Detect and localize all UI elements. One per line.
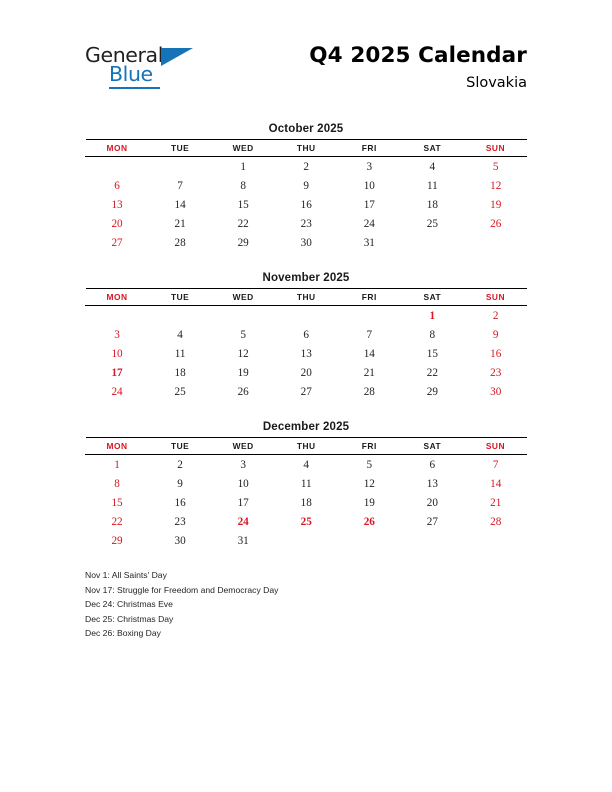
day-cell-holiday: 26 (363, 515, 375, 528)
day-cell: 13 (111, 198, 123, 211)
day-cell: 13 (426, 477, 438, 490)
day-cell: 3 (366, 160, 373, 173)
page-header (85, 44, 527, 106)
day-cell: 6 (303, 328, 310, 341)
week-row (86, 382, 528, 401)
day-cell: 24 (111, 385, 123, 398)
day-cell: 27 (111, 236, 123, 249)
day-cell: 18 (300, 496, 312, 509)
month-title: October 2025 (268, 123, 344, 135)
day-cell: 24 (363, 217, 375, 230)
month-grid (85, 288, 527, 401)
month-block-december (85, 421, 527, 550)
day-cell: 13 (300, 347, 312, 360)
day-cell: 9 (303, 179, 310, 192)
day-cell: 11 (300, 477, 312, 490)
day-cell: 19 (237, 366, 249, 379)
day-cell: 14 (174, 198, 186, 211)
day-cell: 17 (363, 198, 375, 211)
day-cell: 21 (174, 217, 186, 230)
day-cell-empty (149, 157, 212, 177)
weekday-header-wed: WED (212, 438, 275, 455)
day-cell: 29 (111, 534, 123, 547)
weekday-header-sun: SUN (464, 140, 527, 157)
week-row (86, 157, 528, 177)
weekday-header-sat: SAT (401, 140, 464, 157)
month-block-november (85, 272, 527, 401)
day-cell: 1 (114, 458, 120, 471)
month-title: December 2025 (262, 421, 350, 433)
day-cell: 31 (237, 534, 249, 547)
weekday-header-fri: FRI (338, 289, 401, 306)
day-cell: 10 (111, 347, 123, 360)
day-cell: 25 (426, 217, 438, 230)
day-cell: 28 (174, 236, 186, 249)
title-block (309, 44, 527, 93)
day-cell-holiday: 17 (111, 366, 123, 379)
week-row (86, 344, 528, 363)
day-cell-empty (464, 233, 527, 252)
day-cell: 18 (426, 198, 438, 211)
week-row (86, 233, 528, 252)
weekday-header-sat: SAT (401, 289, 464, 306)
weekday-header-wed: WED (212, 289, 275, 306)
day-cell: 29 (426, 385, 438, 398)
day-cell: 23 (174, 515, 186, 528)
weekday-header-sat: SAT (401, 438, 464, 455)
day-cell: 10 (363, 179, 375, 192)
weekday-header-mon: MON (86, 140, 149, 157)
day-cell: 30 (490, 385, 502, 398)
day-cell: 15 (237, 198, 249, 211)
day-cell: 11 (174, 347, 186, 360)
day-cell: 25 (174, 385, 186, 398)
weekday-header-thu: THU (275, 289, 338, 306)
day-cell: 29 (237, 236, 249, 249)
page-subtitle-country: Slovakia (466, 74, 527, 91)
day-cell: 26 (490, 217, 502, 230)
day-cell: 16 (174, 496, 186, 509)
month-grid (85, 437, 527, 550)
weekday-header-row (86, 289, 528, 306)
day-cell: 23 (300, 217, 312, 230)
day-cell: 4 (429, 160, 436, 173)
holiday-legend-item: Nov 17: Struggle for Freedom and Democracy Day (85, 584, 279, 595)
day-cell: 7 (492, 458, 499, 471)
logo-underline (109, 87, 160, 89)
day-cell: 4 (303, 458, 310, 471)
day-cell: 6 (114, 179, 120, 192)
day-cell: 28 (490, 515, 502, 528)
logo-text-general: General (85, 43, 163, 67)
day-cell: 17 (237, 496, 249, 509)
day-cell: 20 (111, 217, 123, 230)
day-cell: 2 (492, 309, 499, 322)
week-row (86, 512, 528, 531)
day-cell-empty (149, 306, 212, 326)
day-cell: 2 (303, 160, 310, 173)
day-cell: 8 (240, 179, 246, 192)
weekday-header-thu: THU (275, 140, 338, 157)
week-row (86, 531, 528, 550)
weekday-header-row (86, 140, 528, 157)
day-cell: 12 (363, 477, 375, 490)
holiday-legend (85, 568, 505, 641)
triangle-icon (161, 48, 193, 66)
weekday-header-fri: FRI (338, 438, 401, 455)
day-cell: 21 (363, 366, 375, 379)
day-cell: 15 (426, 347, 438, 360)
weekday-header-sun: SUN (464, 438, 527, 455)
day-cell: 1 (240, 160, 246, 173)
day-cell: 7 (366, 328, 373, 341)
weekday-header-tue: TUE (149, 140, 212, 157)
general-blue-logo (85, 44, 205, 94)
week-row (86, 474, 528, 493)
day-cell: 20 (300, 366, 312, 379)
day-cell: 19 (490, 198, 502, 211)
day-cell-empty (86, 157, 149, 177)
holiday-legend-item: Nov 1: All Saints' Day (85, 570, 167, 580)
weekday-header-fri: FRI (338, 140, 401, 157)
day-cell: 5 (366, 458, 373, 471)
weekday-header-wed: WED (212, 140, 275, 157)
week-row (86, 325, 528, 344)
holiday-legend-item: Dec 24: Christmas Eve (85, 599, 173, 610)
weekday-header-row (86, 438, 528, 455)
weekday-header-sun: SUN (464, 289, 527, 306)
day-cell: 27 (300, 385, 312, 398)
week-row (86, 455, 528, 475)
day-cell: 19 (363, 496, 375, 509)
day-cell: 9 (177, 477, 183, 490)
day-cell: 4 (177, 328, 183, 341)
week-row (86, 306, 528, 326)
week-row (86, 214, 528, 233)
day-cell: 23 (490, 366, 502, 379)
weekday-header-tue: TUE (149, 289, 212, 306)
weekday-header-mon: MON (86, 438, 149, 455)
day-cell: 15 (111, 496, 123, 509)
holiday-legend-item: Dec 25: Christmas Day (85, 613, 174, 624)
day-cell: 7 (177, 179, 183, 192)
day-cell: 14 (363, 347, 375, 360)
week-row (86, 363, 528, 382)
day-cell: 27 (426, 515, 438, 528)
day-cell: 21 (490, 496, 502, 509)
day-cell-empty (338, 306, 401, 326)
day-cell: 5 (240, 328, 246, 341)
month-block-october (85, 123, 527, 252)
day-cell-empty (275, 531, 338, 550)
day-cell-holiday: 24 (237, 515, 249, 528)
week-row (86, 176, 528, 195)
day-cell: 28 (363, 385, 375, 398)
day-cell: 31 (363, 236, 375, 249)
day-cell-empty (401, 233, 464, 252)
day-cell-holiday: 25 (300, 515, 312, 528)
month-title: November 2025 (262, 272, 350, 284)
day-cell: 6 (429, 458, 436, 471)
weekday-header-thu: THU (275, 438, 338, 455)
day-cell: 2 (177, 458, 183, 471)
day-cell: 10 (237, 477, 249, 490)
day-cell: 16 (300, 198, 312, 211)
day-cell: 22 (237, 217, 249, 230)
day-cell: 3 (114, 328, 120, 341)
day-cell: 3 (240, 458, 246, 471)
day-cell: 8 (114, 477, 120, 490)
logo-text-blue: Blue (109, 62, 153, 86)
day-cell: 9 (492, 328, 499, 341)
month-grid (85, 139, 527, 252)
weekday-header-mon: MON (86, 289, 149, 306)
day-cell: 26 (237, 385, 249, 398)
day-cell: 11 (426, 179, 438, 192)
weekday-header-tue: TUE (149, 438, 212, 455)
day-cell-holiday: 1 (429, 309, 436, 322)
day-cell: 12 (237, 347, 249, 360)
day-cell: 30 (174, 534, 186, 547)
day-cell: 22 (426, 366, 438, 379)
day-cell: 5 (492, 160, 499, 173)
day-cell: 8 (429, 328, 436, 341)
week-row (86, 493, 528, 512)
day-cell-empty (86, 306, 149, 326)
day-cell-empty (464, 531, 527, 550)
day-cell-empty (212, 306, 275, 326)
day-cell-empty (401, 531, 464, 550)
day-cell: 14 (490, 477, 502, 490)
holiday-legend-item: Dec 26: Boxing Day (85, 628, 161, 639)
day-cell: 12 (490, 179, 502, 192)
day-cell: 30 (300, 236, 312, 249)
day-cell: 20 (426, 496, 438, 509)
day-cell-empty (275, 306, 338, 326)
day-cell-empty (338, 531, 401, 550)
day-cell: 18 (174, 366, 186, 379)
day-cell: 22 (111, 515, 123, 528)
day-cell: 16 (490, 347, 502, 360)
page-title: Q4 2025 Calendar (309, 43, 527, 68)
week-row (86, 195, 528, 214)
